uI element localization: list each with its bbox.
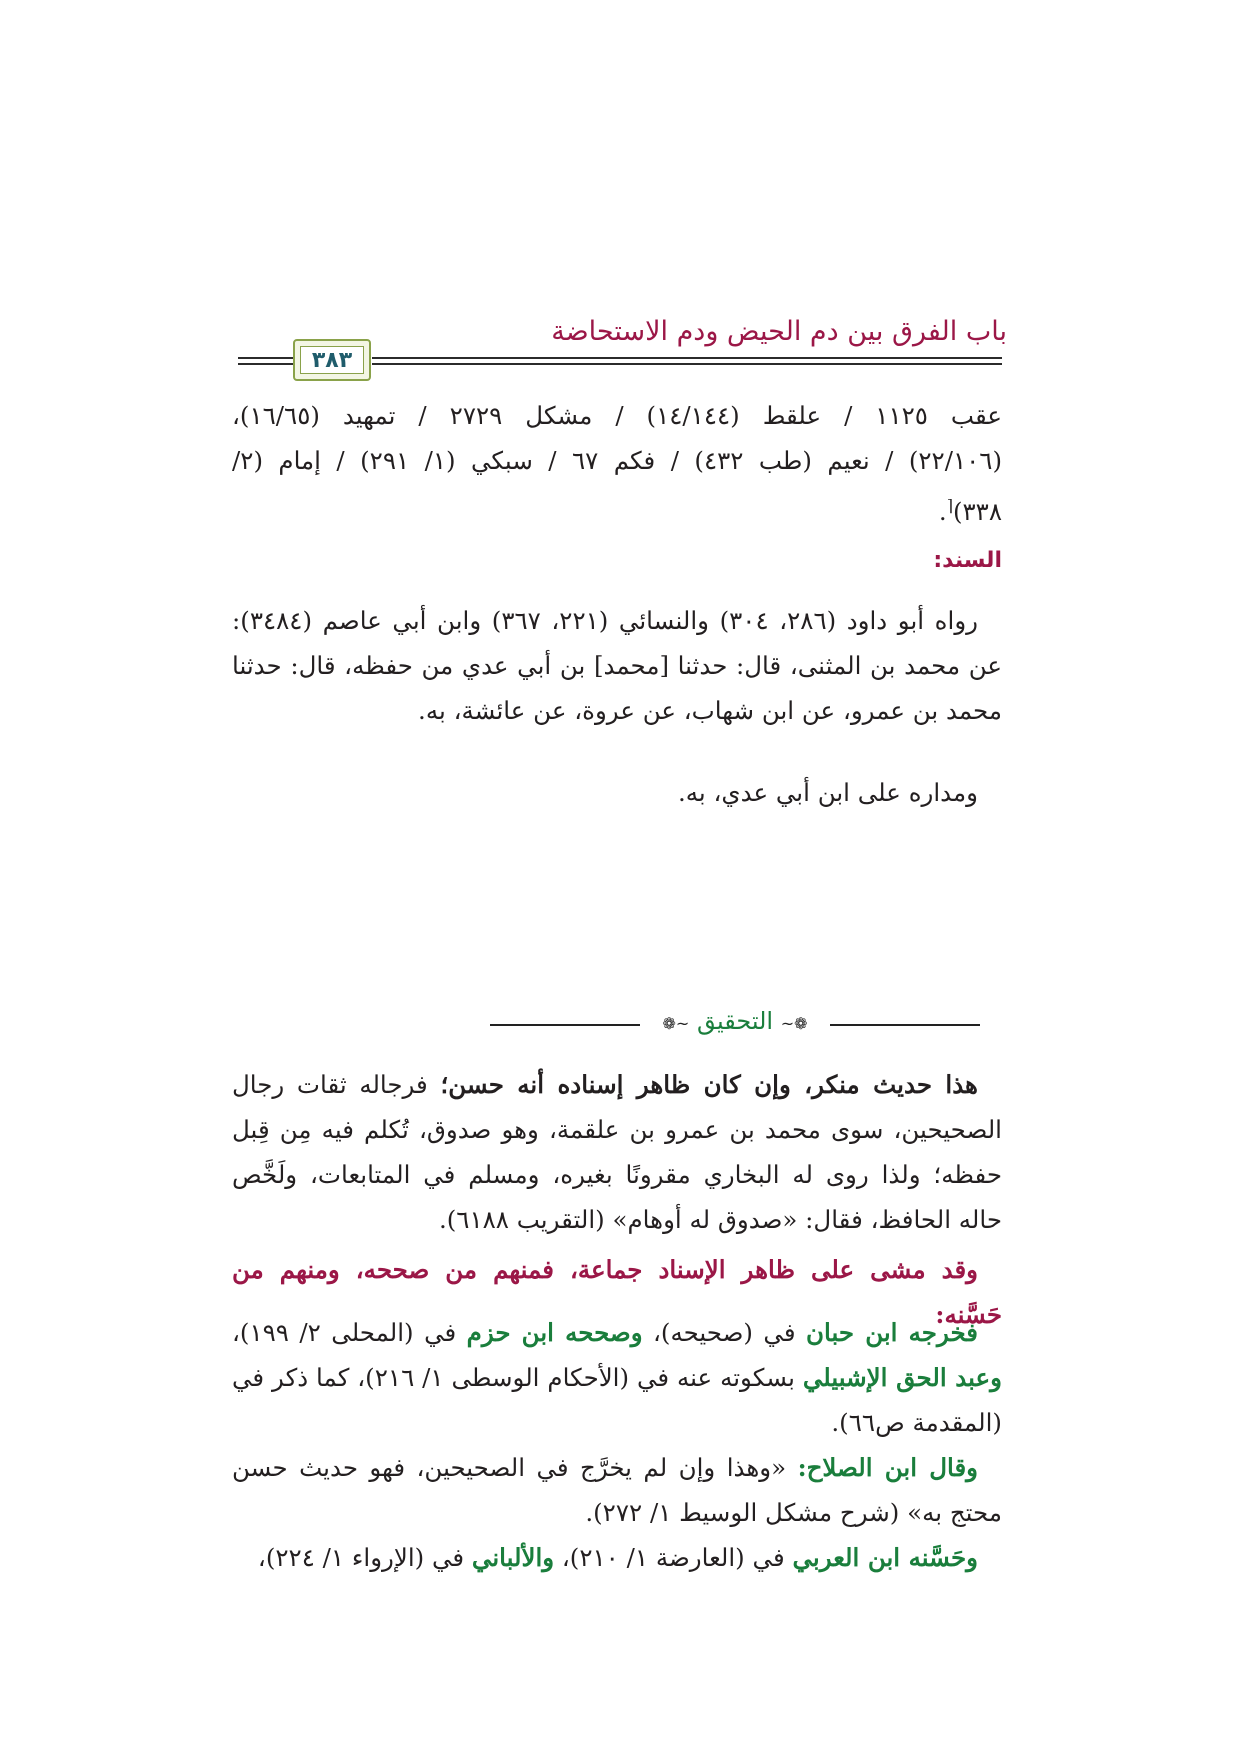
header-rule-left-top [238,357,293,359]
chapter-title: باب الفرق بين دم الحيض ودم الاستحاضة [551,316,1007,347]
p5-text-2: في (الإرواء ١/ ٢٢٤)، [257,1543,472,1572]
sanad-paragraph: رواه أبو داود (٢٨٦، ٣٠٤) والنسائي (٢٢١، ٣٦٧) وابن أبي عاصم (٣٤٨٤): عن محمد بن المثنى، قال: حدثنا [محمد] بن أبي عدي من حفظه، قال: حدثنا محمد بن عمرو، عن ابن شهاب، عن عروة، عن عائشة، به. [232,606,1002,725]
refs-line-2: (٢٢/١٠٦) / نعيم (طب ٤٣٢) / فكم ٦٧ / سبكي (١/ ٢٩١) / إمام (٢/ [232,446,1003,475]
scholar-ibn-hibban: فخرجه ابن حبان [806,1318,978,1347]
header-rule-top [372,357,1002,359]
refs-line-1: عقب ١١٢٥ / علقط (١٤/١٤٤) / مشكل ٢٧٢٩ / تمهيد (١٦/٦٥)، [232,401,1002,430]
page-number: ٣٨٣ [311,347,353,373]
scholar-ibn-salah: وقال ابن الصلاح: [797,1453,979,1482]
sanad-madar: ومداره على ابن أبي عدي، به. [677,778,978,807]
p4-text: «وهذا وإن لم يخرَّج في الصحيحين، فهو حديث حسن محتج به» (شرح مشكل الوسيط ١/ ٢٧٢). [232,1453,1002,1527]
ornament-left-icon: ❁~ [780,1014,808,1033]
page-number-badge [293,339,371,381]
tahqiq-paragraph-3 [232,1310,1002,1445]
header-rule-left-bottom [238,363,293,365]
tahqiq-paragraph-5 [232,1535,1002,1580]
tahqiq-title-row [470,1007,1000,1035]
ornament-right-icon: ~❁ [662,1014,690,1033]
tahqiq-divider [470,1007,1000,1043]
p3-text-2: في (المحلى ٢/ ١٩٩)، [232,1318,467,1347]
header-rule-bottom [372,363,1002,365]
p3-text-1: في (صحيحه)، [642,1318,807,1347]
verdict-text: هذا حديث منكر، وإن كان ظاهر إسناده أنه حسن؛ [440,1070,978,1099]
tahqiq-paragraph-4 [232,1445,1002,1535]
p5-text-1: في (العارضة ١/ ٢١٠)، [554,1543,793,1572]
tahqiq-title: التحقيق [696,1007,774,1035]
sanad-heading [232,536,1002,583]
tahqiq-paragraph-1 [232,1062,1002,1242]
scholar-ibn-hazm: وصححه ابن حزم [466,1318,643,1347]
ref-end-mark-icon: ⌈ [946,496,953,515]
scholar-abdulhaq: وعبد الحق الإشبيلي [802,1363,1002,1392]
sanad-label: السند: [933,548,1002,573]
refs-line-3-text: ٣٣٨) [952,497,1002,527]
verdict-explanation: فرجاله ثقات رجال الصحيحين، سوى محمد بن عمرو بن علقمة، وهو صدوق، تُكلم فيه مِن قِبل حفظه؛ ولذا روى له البخاري مقرونًا بغيره، ومسلم في المتابعات، ولَخَّص حاله الحافظ، فقال: «صدوق له أوهام» (التقريب ٦١٨٨). [232,1070,1002,1234]
refs-line-3: ٣٣٨)⌈. [938,496,1002,527]
p3-text-3: بسكوته عنه في (الأحكام الوسطى ١/ ٢١٦)، كما ذكر في (المقدمة ص٦٦). [232,1363,1002,1437]
scholars-intro: وقد مشى على ظاهر الإسناد جماعة، فمنهم من صححه، ومنهم من حَسَّنه: [232,1255,1002,1329]
scholar-ibn-arabi: وحَسَّنه ابن العربي [792,1543,978,1572]
scholar-albani: والألباني [471,1543,555,1572]
